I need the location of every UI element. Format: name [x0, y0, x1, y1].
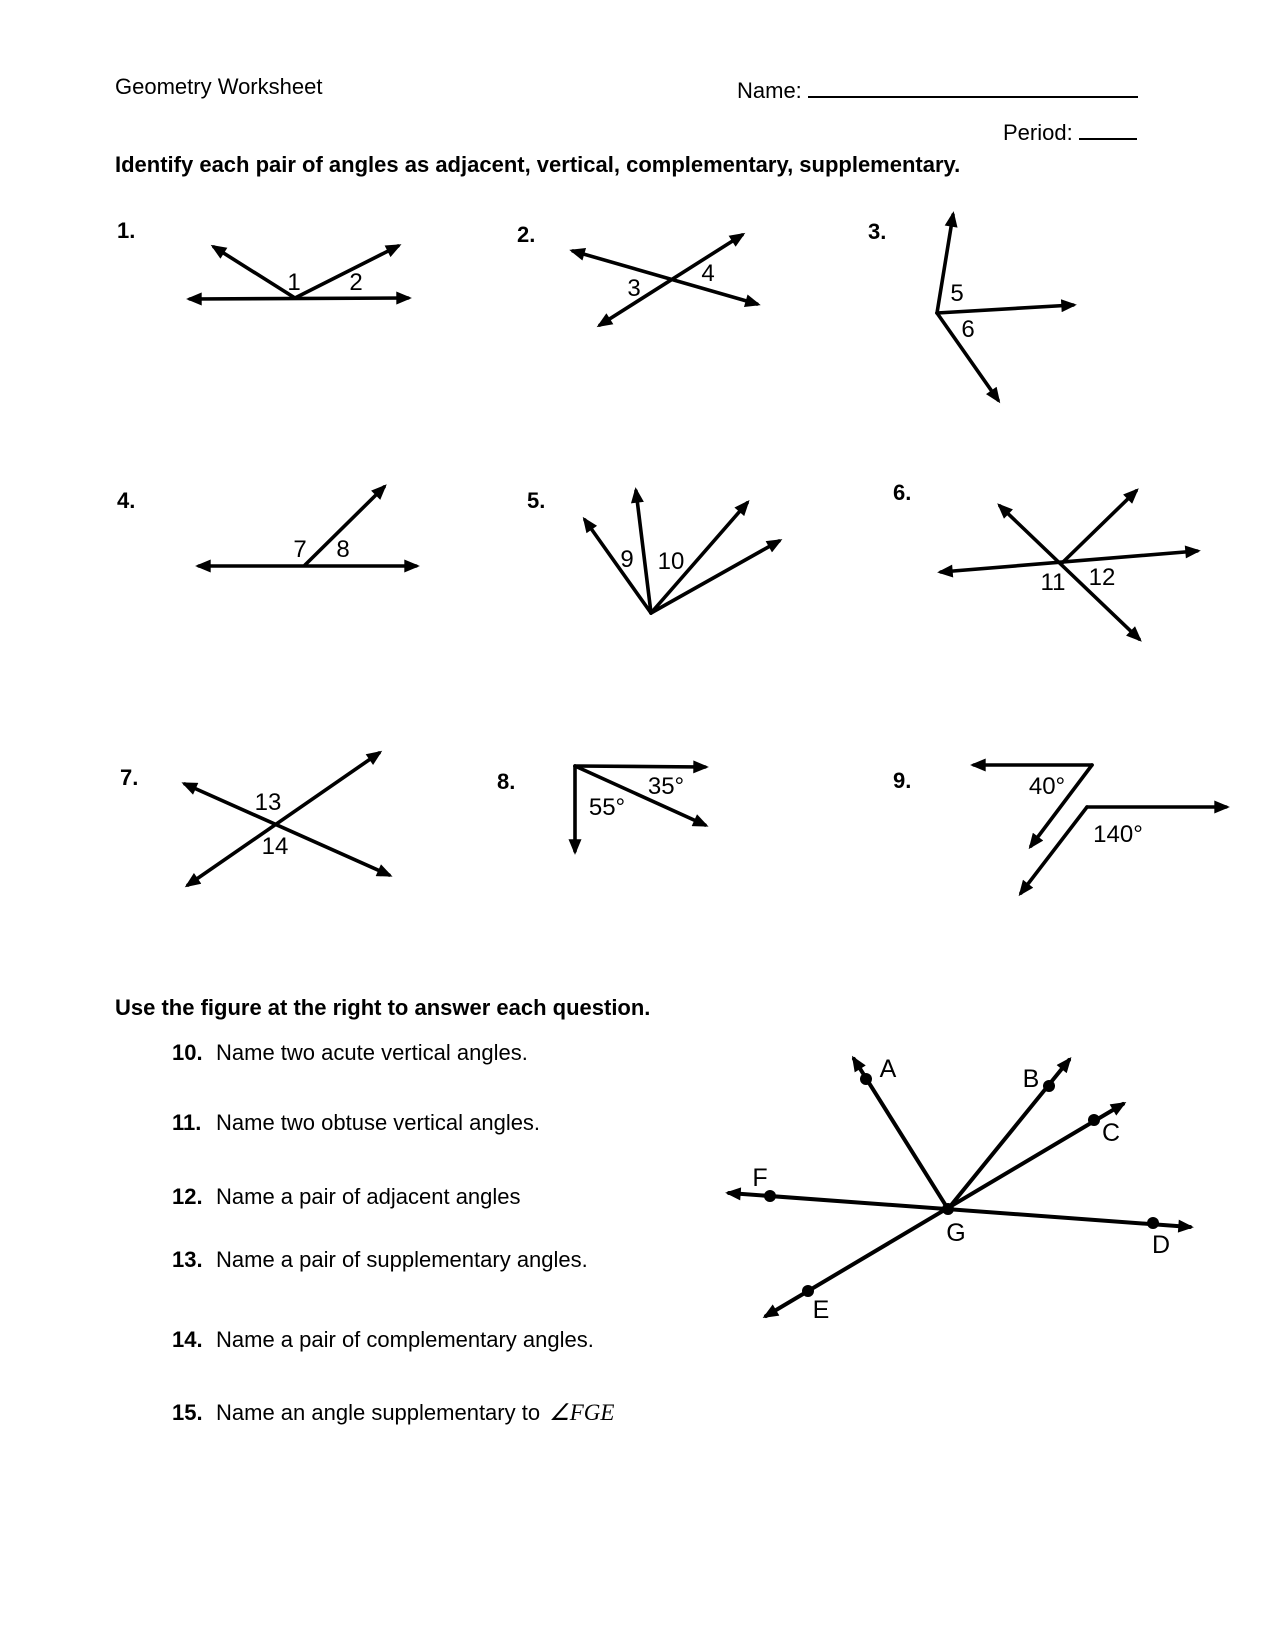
name-blank-line — [808, 80, 1138, 98]
question-13-text: Name a pair of supplementary angles. — [216, 1247, 588, 1272]
question-13 — [172, 1247, 588, 1273]
point-label-C: C — [1101, 1119, 1121, 1147]
angle-label-6: 6 — [961, 316, 975, 343]
question-14-number: 14. — [172, 1327, 203, 1352]
point-label-E: E — [812, 1296, 830, 1324]
angle-label-2: 2 — [349, 269, 363, 296]
ray — [1021, 807, 1087, 893]
section2-heading: Use the figure at the right to answer each question. — [115, 995, 651, 1020]
line — [188, 753, 379, 885]
line — [600, 235, 742, 325]
problem-9-number: 9. — [893, 768, 912, 793]
line — [190, 298, 408, 299]
question-13-number: 13. — [172, 1247, 203, 1272]
name-label: Name: — [737, 78, 802, 103]
angle-label-55deg: 55° — [588, 794, 626, 821]
question-15 — [172, 1400, 614, 1426]
question-15-number: 15. — [172, 1400, 203, 1425]
angle-label-3: 3 — [627, 275, 641, 302]
angle-label-13: 13 — [254, 789, 282, 816]
angle-label-140deg: 140° — [1093, 821, 1143, 848]
ray — [575, 766, 705, 767]
angle-label-11: 11 — [1040, 569, 1066, 596]
point-G — [942, 1203, 954, 1215]
reference-figure — [729, 1055, 1190, 1324]
point-label-D: D — [1151, 1231, 1171, 1259]
point-A — [860, 1073, 872, 1085]
angle-label-5: 5 — [950, 280, 964, 307]
problem-1-number: 1. — [117, 218, 136, 243]
section1-instructions: Identify each pair of angles as adjacent, vertical, complementary, supplementary. — [115, 152, 961, 177]
angle-label-4: 4 — [701, 260, 715, 287]
angle-label-10: 10 — [657, 548, 685, 575]
angle-label-35deg: 35° — [647, 773, 685, 800]
point-label-F: F — [752, 1164, 768, 1192]
line — [1000, 506, 1139, 639]
problem-4-number: 4. — [117, 488, 136, 513]
problem-8-figure — [575, 766, 705, 851]
angle-label-40deg: 40° — [1028, 773, 1066, 800]
period-blank-line — [1079, 122, 1137, 140]
line — [573, 251, 757, 304]
question-15-text: Name an angle supplementary to — [216, 1400, 541, 1425]
problem-5-figure — [585, 491, 779, 613]
question-14 — [172, 1327, 594, 1353]
question-14-text: Name a pair of complementary angles. — [216, 1327, 594, 1352]
problem-3-number: 3. — [868, 219, 887, 244]
problem-7-number: 7. — [120, 765, 139, 790]
problem-3-figure — [937, 215, 1073, 400]
problem-2-number: 2. — [517, 222, 536, 247]
worksheet-title: Geometry Worksheet — [115, 74, 323, 99]
point-D — [1147, 1217, 1159, 1229]
ray — [1062, 491, 1136, 563]
problem-6-figure — [941, 491, 1197, 639]
point-C — [1088, 1114, 1100, 1126]
name-row — [737, 78, 1138, 104]
angle-label-14: 14 — [261, 833, 289, 860]
question-12 — [172, 1184, 521, 1210]
ray — [295, 246, 398, 298]
point-label-A: A — [879, 1055, 897, 1083]
angle-label-7: 7 — [293, 536, 307, 563]
question-10 — [172, 1040, 528, 1066]
question-11-number: 11. — [172, 1110, 202, 1135]
angle-label-12: 12 — [1088, 564, 1116, 591]
problem-5-number: 5. — [527, 488, 546, 513]
period-row — [1003, 120, 1137, 146]
period-label: Period: — [1003, 120, 1073, 145]
problem-7-figure — [185, 753, 389, 885]
question-11-text: Name two obtuse vertical angles. — [216, 1110, 541, 1135]
problem-4-figure — [199, 487, 416, 566]
angle-label-9: 9 — [620, 546, 634, 573]
question-10-number: 10. — [172, 1040, 203, 1065]
problem-8-number: 8. — [497, 769, 516, 794]
point-label-G: G — [946, 1219, 966, 1247]
question-11 — [172, 1110, 540, 1136]
problem-9-figure — [974, 765, 1226, 893]
problem-1-figure — [190, 246, 408, 299]
angle-label-8: 8 — [336, 536, 350, 563]
problem-2-figure — [573, 235, 757, 325]
line — [185, 784, 389, 875]
problem-6-number: 6. — [893, 480, 912, 505]
angle-label-1: 1 — [287, 269, 301, 296]
point-label-B: B — [1022, 1065, 1040, 1093]
point-B — [1043, 1080, 1055, 1092]
ray — [214, 247, 295, 298]
question-12-number: 12. — [172, 1184, 203, 1209]
question-10-text: Name two acute vertical angles. — [216, 1040, 528, 1065]
question-15-math-angle: ∠FGE — [549, 1400, 615, 1425]
question-12-text: Name a pair of adjacent angles — [216, 1184, 521, 1209]
